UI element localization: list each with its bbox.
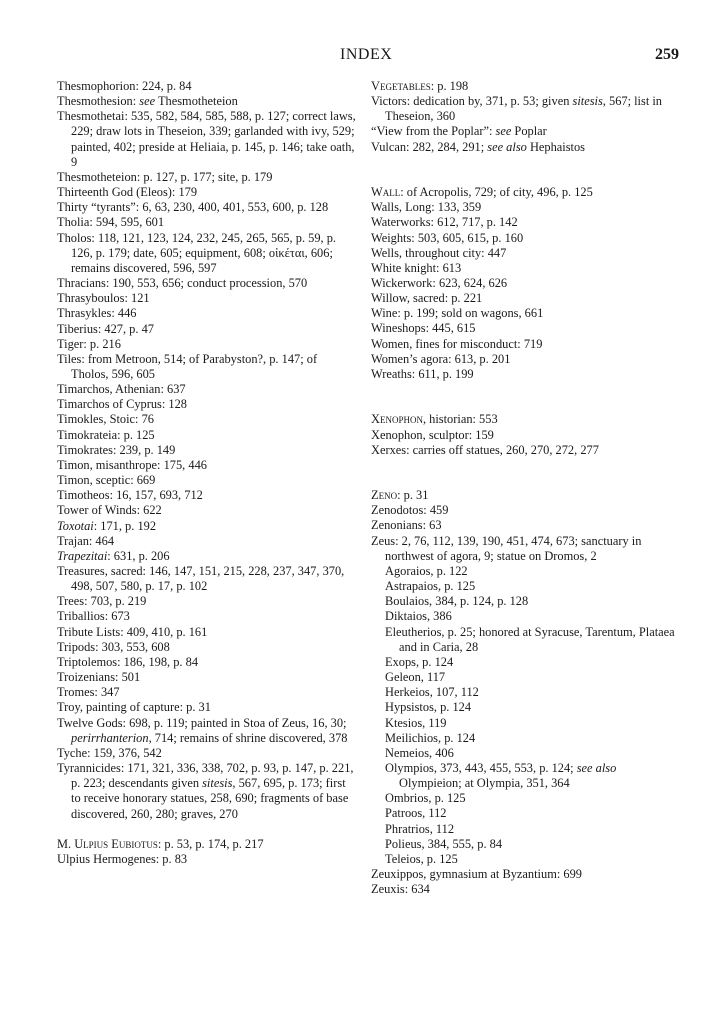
entry-text: Thrasykles: 446 — [57, 306, 137, 321]
entry-italic: sitesis — [572, 94, 603, 109]
entry-text: Zeuxis: 634 — [371, 882, 430, 897]
index-subentry — [371, 670, 679, 685]
index-subentry — [371, 822, 679, 837]
entry-text: Thirty “tyrants”: 6, 63, 230, 400, 401, 553, 600, p. 128 — [57, 200, 329, 215]
entry-text: Timotheos: 16, 157, 693, 712 — [57, 488, 203, 503]
index-column-left — [57, 79, 357, 867]
index-entry — [57, 837, 357, 852]
entry-text: : p. 198 — [430, 79, 469, 93]
entry-text: : p. 53, p. 174, p. 217 — [157, 836, 264, 851]
entry-text: Phratrios, 112 — [385, 821, 455, 836]
entry-text: Twelve Gods: 698, p. 119; painted in Stoa of Zeus, 16, 30; — [57, 715, 347, 730]
entry-text-continued: Hephaistos — [526, 139, 586, 154]
index-entry — [57, 761, 357, 822]
entry-text: Zeus: 2, 76, 112, 139, 190, 451, 474, 673; sanctuary in northwest of agora, 9; statue on Dromos, 2 — [371, 533, 642, 563]
index-entry — [57, 397, 357, 412]
index-entry — [57, 215, 357, 230]
entry-text: Eleutherios, p. 25; honored at Syracuse, Tarentum, Plataea and in Caria, 28 — [385, 624, 675, 654]
index-subentry — [371, 685, 679, 700]
entry-text: Walls, Long: 133, 359 — [371, 200, 482, 215]
index-subentry — [371, 837, 679, 852]
entry-headword: Trapezitai — [57, 548, 108, 563]
entry-text: : 171, p. 192 — [93, 518, 157, 533]
entry-text: Trees: 703, p. 219 — [57, 594, 147, 609]
index-entry — [371, 94, 679, 124]
index-subentry — [371, 579, 679, 594]
entry-text: Weights: 503, 605, 615, p. 160 — [371, 230, 524, 245]
index-subentry — [371, 564, 679, 579]
entry-text: Boulaios, 384, p. 124, p. 128 — [385, 594, 529, 609]
entry-text: Tiberius: 427, p. 47 — [57, 321, 154, 336]
entry-text: : p. 31 — [397, 488, 429, 503]
index-entry — [57, 549, 357, 564]
entry-headword: Xenophon — [371, 412, 423, 427]
index-subentry — [371, 716, 679, 731]
entry-text: Tiles: from Metroon, 514; of Parabyston?, p. 147; of Tholos, 596, 605 — [57, 351, 318, 381]
entry-headword: Vegetables — [371, 79, 431, 93]
entry-text: Hypsistos, p. 124 — [385, 700, 472, 715]
index-entry — [371, 261, 679, 276]
index-entry — [371, 488, 679, 503]
index-entry — [57, 625, 357, 640]
entry-text: Treasures, sacred: 146, 147, 151, 215, 228, 237, 347, 370, 498, 507, 580, p. 17, p. 102 — [57, 564, 345, 594]
entry-text: Troizenians: 501 — [57, 670, 141, 685]
index-entry — [371, 428, 679, 443]
entry-text: Zenodotos: 459 — [371, 503, 449, 518]
entry-text: Ulpius Hermogenes: p. 83 — [57, 851, 188, 866]
index-entry — [371, 140, 679, 155]
index-entry — [57, 488, 357, 503]
entry-text: Tribute Lists: 409, 410, p. 161 — [57, 624, 208, 639]
entry-text: Ktesios, 119 — [385, 715, 447, 730]
entry-text: Wine: p. 199; sold on wagons, 661 — [371, 306, 544, 321]
index-entry — [57, 352, 357, 382]
entry-text: Thracians: 190, 553, 656; conduct procession, 570 — [57, 276, 308, 291]
entry-text: Xerxes: carries off statues, 260, 270, 272, 277 — [371, 442, 599, 457]
entry-italic: see also — [576, 760, 617, 775]
entry-text: Women’s agora: 613, p. 201 — [371, 351, 511, 366]
index-entry — [57, 852, 357, 867]
entry-text: Thrasyboulos: 121 — [57, 291, 150, 306]
index-entry — [57, 94, 357, 109]
index-entry — [57, 170, 357, 185]
index-entry — [57, 746, 357, 761]
index-entry — [57, 594, 357, 609]
entry-headword: Toxotai — [57, 518, 94, 533]
index-entry — [371, 352, 679, 367]
index-subentry — [371, 852, 679, 867]
entry-text: Teleios, p. 125 — [385, 851, 458, 866]
entry-text: Agoraios, p. 122 — [385, 563, 468, 578]
index-entry — [371, 867, 679, 882]
index-entry — [57, 519, 357, 534]
entry-text: Zeuxippos, gymnasium at Byzantium: 699 — [371, 867, 582, 882]
entry-text: Thesmothesion: — [57, 94, 140, 109]
entry-text: Tyche: 159, 376, 542 — [57, 745, 162, 760]
entry-text-continued: Thesmotheteion — [155, 94, 238, 109]
entry-text: Ombrios, p. 125 — [385, 791, 466, 806]
index-entry — [371, 882, 679, 897]
index-entry — [371, 321, 679, 336]
entry-text: , historian: 553 — [422, 412, 498, 427]
entry-text: Thesmophorion: 224, p. 84 — [57, 79, 192, 93]
entry-text: Xenophon, sculptor: 159 — [371, 427, 494, 442]
entry-text: Patroos, 112 — [385, 806, 447, 821]
index-subentry — [371, 594, 679, 609]
index-subentry — [371, 806, 679, 821]
index-entry — [57, 428, 357, 443]
entry-text: Tromes: 347 — [57, 685, 120, 700]
entry-headword: Ulpius Eubiotus — [74, 836, 158, 851]
index-entry — [57, 306, 357, 321]
index-entry — [57, 655, 357, 670]
index-entry — [57, 79, 357, 94]
entry-text: Wreaths: 611, p. 199 — [371, 366, 474, 381]
index-column-right — [371, 79, 679, 897]
entry-text: Timarchos, Athenian: 637 — [57, 382, 186, 397]
entry-text: Tripods: 303, 553, 608 — [57, 639, 170, 654]
entry-text: : of Acropolis, 729; of city, 496, p. 125 — [400, 185, 593, 200]
entry-text: Geleon, 117 — [385, 670, 446, 685]
entry-text: Triballios: 673 — [57, 609, 130, 624]
entry-text: Wineshops: 445, 615 — [371, 321, 476, 336]
index-subentry — [371, 761, 679, 791]
section-gap — [371, 458, 679, 488]
entry-headword: Wall — [371, 185, 401, 200]
entry-text: Timokles, Stoic: 76 — [57, 412, 154, 427]
index-entry — [371, 246, 679, 261]
index-entry — [57, 276, 357, 291]
index-subentry — [371, 746, 679, 761]
index-subentry — [371, 609, 679, 624]
entry-text: Waterworks: 612, 717, p. 142 — [371, 215, 518, 230]
entry-text-continued: Olympieion; at Olympia, 351, 364 — [399, 776, 570, 791]
entry-text: Tholia: 594, 595, 601 — [57, 215, 165, 230]
entry-text: Thesmothetai: 535, 582, 584, 585, 588, p. 127; correct laws, 229; draw lots in Theseion, 339; garlanded with ivy, 529; painted, 402; preside at Heliaia, p. 145, p. 146; take oath, 9 — [57, 109, 356, 169]
index-entry — [57, 337, 357, 352]
index-entry — [57, 185, 357, 200]
entry-text: Timon, misanthrope: 175, 446 — [57, 457, 207, 472]
index-subentry — [371, 625, 679, 655]
entry-text: Tiger: p. 216 — [57, 336, 121, 351]
entry-text-continued: , 567; list in Theseion, 360 — [385, 94, 663, 124]
index-entry — [57, 382, 357, 397]
index-entry — [57, 458, 357, 473]
entry-text: Exops, p. 124 — [385, 654, 454, 669]
entry-prefix: M. — [57, 836, 75, 851]
entry-text-continued: , 567, 695, p. 173; first to receive honorary statues, 258, 690; fragments of base discovered, 260, 280; graves, 270 — [71, 776, 349, 821]
entry-text: Wickerwork: 623, 624, 626 — [371, 276, 508, 291]
entry-text: Timon, sceptic: 669 — [57, 473, 156, 488]
index-entry — [371, 276, 679, 291]
index-entry — [57, 609, 357, 624]
index-entry — [371, 518, 679, 533]
entry-text: Olympios, 373, 443, 455, 553, p. 124; — [385, 760, 577, 775]
entry-text: Herkeios, 107, 112 — [385, 685, 479, 700]
entry-italic: see — [139, 94, 156, 109]
index-entry — [57, 443, 357, 458]
index-entry — [371, 443, 679, 458]
entry-text: Wells, throughout city: 447 — [371, 245, 507, 260]
index-entry — [57, 473, 357, 488]
index-entry — [371, 200, 679, 215]
section-gap — [371, 382, 679, 412]
index-subentry — [371, 700, 679, 715]
entry-text: Zenonians: 63 — [371, 518, 442, 533]
entry-headword: Zeno — [371, 488, 398, 503]
entry-text: Polieus, 384, 555, p. 84 — [385, 836, 503, 851]
index-entry — [371, 215, 679, 230]
entry-text: Willow, sacred: p. 221 — [371, 291, 483, 306]
index-subentry — [371, 731, 679, 746]
section-gap — [57, 822, 357, 837]
entry-text: Trajan: 464 — [57, 533, 115, 548]
entry-text-continued: Poplar — [511, 124, 547, 139]
index-entry — [57, 412, 357, 427]
index-entry — [371, 291, 679, 306]
entry-text: Astrapaios, p. 125 — [385, 579, 476, 594]
entry-italic: perirrhanterion — [71, 730, 149, 745]
index-entry — [57, 534, 357, 549]
index-entry — [371, 79, 679, 94]
index-subentry — [371, 655, 679, 670]
entry-italic: sitesis — [202, 776, 233, 791]
index-entry — [371, 185, 679, 200]
entry-text: Triptolemos: 186, 198, p. 84 — [57, 654, 199, 669]
entry-text: Tower of Winds: 622 — [57, 503, 162, 518]
index-entry — [371, 231, 679, 246]
entry-text: Troy, painting of capture: p. 31 — [57, 700, 211, 715]
entry-italic: see also — [487, 139, 527, 154]
index-entry — [57, 685, 357, 700]
index-entry — [57, 109, 357, 170]
entry-text: Victors: dedication by, 371, p. 53; given — [371, 94, 573, 109]
entry-text: Timokrateia: p. 125 — [57, 427, 155, 442]
index-entry — [57, 291, 357, 306]
entry-text: Meilichios, p. 124 — [385, 730, 476, 745]
index-entry — [371, 306, 679, 321]
page-number: 259 — [655, 46, 679, 63]
entry-text: : 631, p. 206 — [107, 548, 170, 563]
entry-text: Timokrates: 239, p. 149 — [57, 442, 176, 457]
entry-text: Women, fines for misconduct: 719 — [371, 336, 543, 351]
entry-text: Tholos: 118, 121, 123, 124, 232, 245, 265, 565, p. 59, p. 126, p. 179; date, 605; equipment, 608; οἰκέται, 606; remains discovered, 596, 597 — [57, 230, 337, 275]
entry-text: White knight: 613 — [371, 260, 462, 275]
index-entry — [371, 412, 679, 427]
entry-text: Tyrannicides: 171, 321, 336, 338, 702, p. 93, p. 147, p. 221, p. 223; descendants given — [57, 761, 354, 791]
entry-text: “View from the Poplar”: — [371, 124, 496, 139]
index-entry — [57, 564, 357, 594]
section-gap — [371, 155, 679, 185]
entry-text-continued: , 714; remains of shrine discovered, 378 — [148, 730, 348, 745]
index-entry — [371, 367, 679, 382]
entry-text: Diktaios, 386 — [385, 609, 452, 624]
index-entry — [57, 503, 357, 518]
entry-italic: see — [495, 124, 512, 139]
index-entry — [57, 670, 357, 685]
index-entry — [57, 200, 357, 215]
index-entry — [371, 337, 679, 352]
index-entry — [57, 640, 357, 655]
index-entry — [371, 503, 679, 518]
index-entry — [57, 716, 357, 746]
entry-text: Nemeios, 406 — [385, 745, 454, 760]
entry-text: Thirteenth God (Eleos): 179 — [57, 185, 198, 200]
index-entry — [57, 231, 357, 276]
index-entry — [371, 124, 679, 139]
entry-text: Timarchos of Cyprus: 128 — [57, 397, 187, 412]
index-entry — [371, 534, 679, 564]
index-entry — [57, 700, 357, 715]
entry-text: Vulcan: 282, 284, 291; — [371, 139, 488, 154]
index-entry — [57, 322, 357, 337]
index-subentry — [371, 791, 679, 806]
entry-text: Thesmotheteion: p. 127, p. 177; site, p. 179 — [57, 169, 273, 184]
running-head: INDEX — [340, 46, 393, 63]
